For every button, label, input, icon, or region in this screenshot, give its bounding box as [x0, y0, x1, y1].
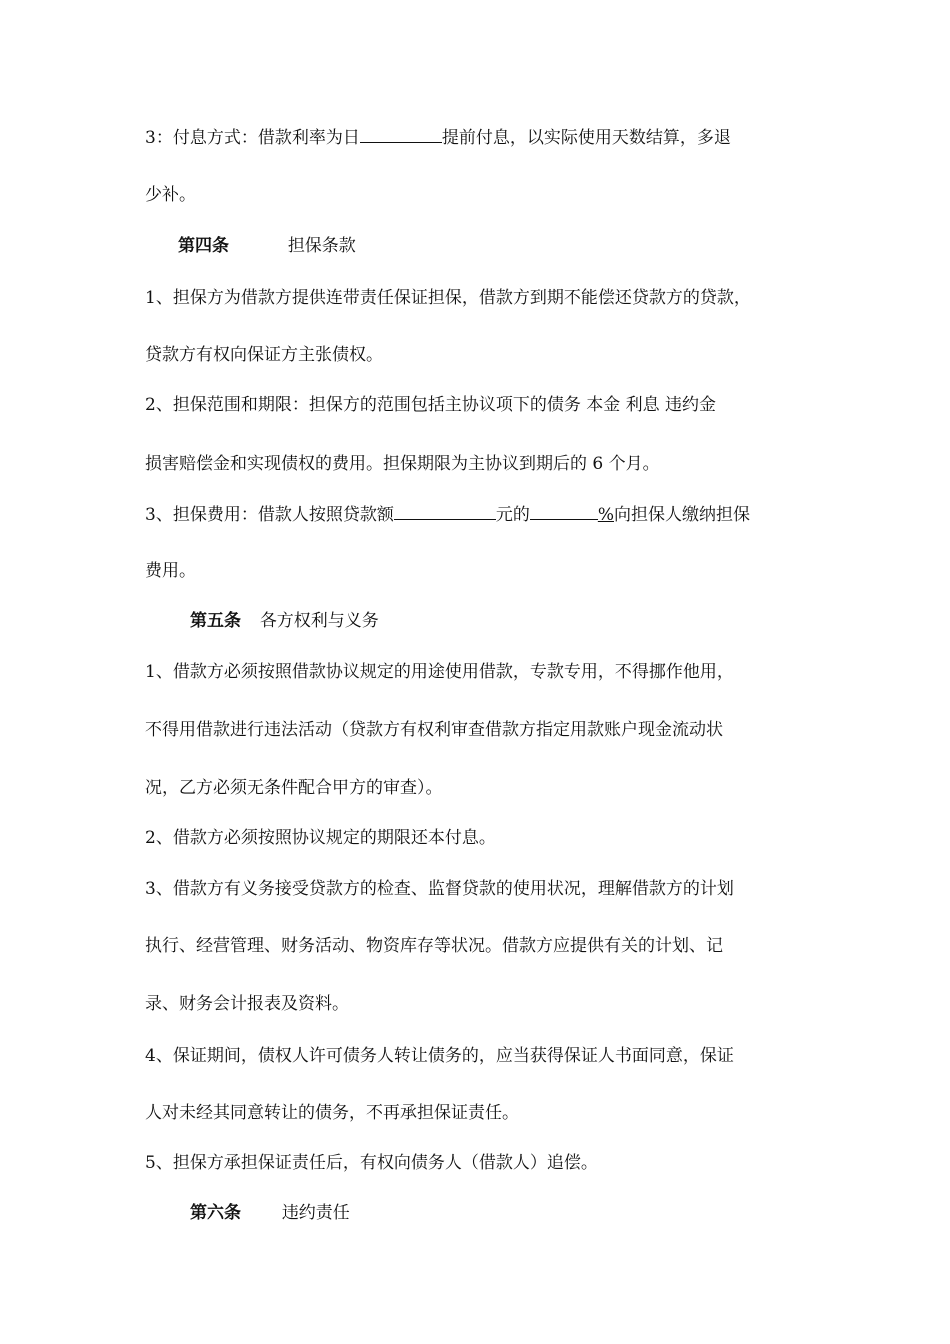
article-heading [190, 1201, 350, 1225]
text-segment: 3：付息方式：借款利率为日 [145, 128, 360, 148]
fill-in-blank [394, 501, 496, 520]
article-heading [190, 609, 379, 633]
paragraph-line: 执行、经营管理、财务活动、物资库存等状况。借款方应提供有关的计划、记 [145, 936, 723, 956]
fill-in-blank [530, 501, 598, 520]
paragraph-line: 4、保证期间，债权人许可债务人转让债务的，应当获得保证人书面同意，保证 [145, 1046, 734, 1066]
fill-in-blank [360, 124, 442, 143]
paragraph-line: 1、担保方为借款方提供连带责任保证担保，借款方到期不能偿还贷款方的贷款， [145, 288, 751, 308]
paragraph-line: 损害赔偿金和实现债权的费用。担保期限为主协议到期后的 6 个月。 [145, 454, 660, 474]
paragraph-line: 录、财务会计报表及资料。 [145, 994, 349, 1014]
paragraph-line: 5、担保方承担保证责任后，有权向债务人（借款人）追偿。 [145, 1153, 598, 1173]
text-segment: 提前付息，以实际使用天数结算，多退 [441, 128, 731, 148]
article-title: 各方权利与义务 [259, 611, 379, 631]
paragraph-line: 少补。 [145, 185, 196, 205]
article-number: 第四条 [178, 236, 229, 256]
paragraph-line: 人对未经其同意转让的债务，不再承担保证责任。 [145, 1103, 519, 1123]
article-title: 违约责任 [281, 1203, 350, 1223]
article-number: 第六条 [190, 1203, 241, 1223]
text-segment: 元的 [495, 505, 530, 525]
paragraph-line: 2、担保范围和期限：担保方的范围包括主协议项下的债务 本金 利息 违约金 [145, 395, 717, 415]
paragraph-line: 3、借款方有义务接受贷款方的检查、监督贷款的使用状况，理解借款方的计划 [145, 879, 734, 899]
paragraph-line: 不得用借款进行违法活动（贷款方有权利审查借款方指定用款账户现金流动状 [145, 720, 723, 740]
paragraph-line: 1、借款方必须按照借款协议规定的用途使用借款，专款专用，不得挪作他用， [145, 662, 734, 682]
article-title: 担保条款 [287, 236, 356, 256]
paragraph-line: 费用。 [145, 561, 196, 581]
paragraph-line [145, 124, 825, 150]
article-number: 第五条 [190, 611, 241, 631]
text-segment: 3、担保费用：借款人按照贷款额 [145, 505, 394, 525]
text-segment: 向担保人缴纳担保 [613, 505, 750, 525]
percent-sign: % [597, 505, 614, 525]
paragraph-line [145, 501, 825, 527]
paragraph-line: 2、借款方必须按照协议规定的期限还本付息。 [145, 828, 496, 848]
paragraph-line: 贷款方有权向保证方主张债权。 [145, 345, 383, 365]
paragraph-line: 况，乙方必须无条件配合甲方的审查）。 [145, 778, 443, 798]
article-heading [178, 234, 356, 258]
